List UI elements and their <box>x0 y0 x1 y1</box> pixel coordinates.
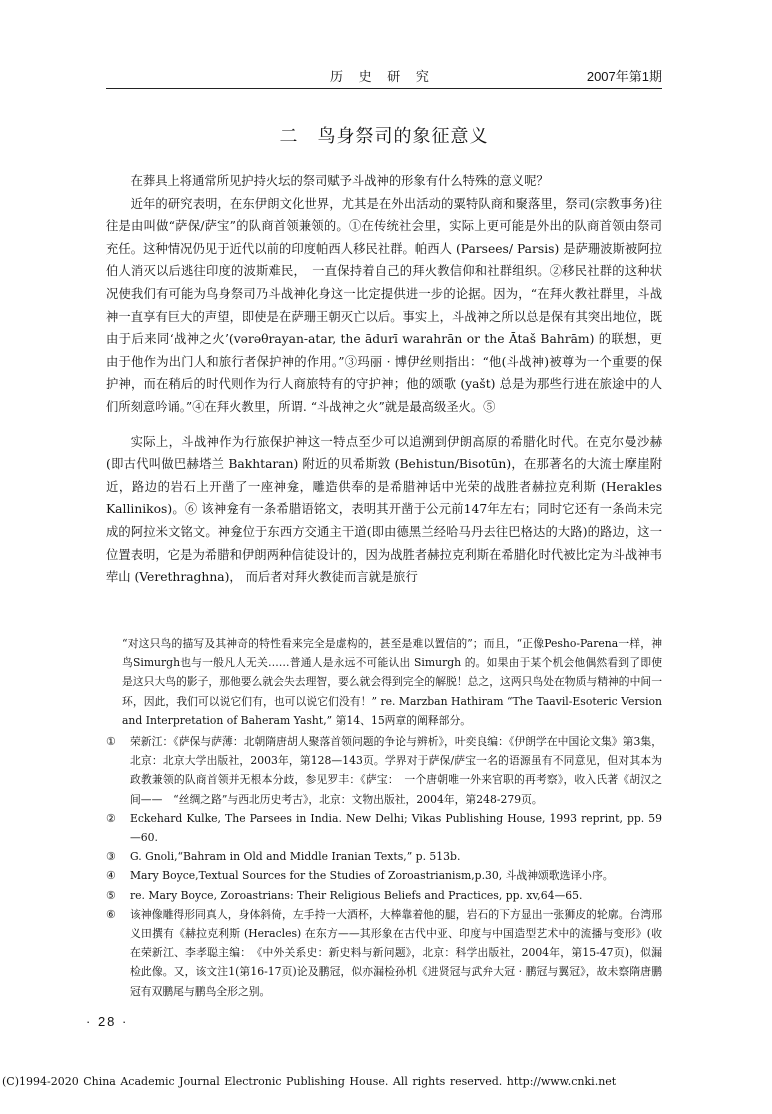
footnote-number: ① <box>106 735 116 749</box>
footnote-text: 该神像雕得形同真人，身体斜倚，左手持一大酒杯，大棒靠着他的腿，岩石的下方显出一张狮皮的轮廓。台湾邢义田撰有《赫拉克利斯 (Heracles) 在东方——其形象在古代中亚、印度与中国造型艺术中的流播与变形》(收在荣新江、李孝聪主编： 《中外关系史：新史料与新问题》，北京：科学出版社，2004年，第15-47页)，似漏检此像。又，该文注1(第16-17页)论及鹏冠，似亦漏检孙机《进贤冠与武弁大冠 · 鹏冠与翼冠》，故未察隋唐鹏冠有双鹏尾与鹏鸟全形之别。 <box>130 907 662 998</box>
running-header <box>106 64 662 86</box>
footnote-number: ② <box>106 811 116 825</box>
page-number: · 28 · <box>86 1014 129 1029</box>
footnote <box>106 886 662 905</box>
footnote-continuation <box>122 634 662 730</box>
section-title: 二 鸟身祭司的象征意义 <box>279 126 489 146</box>
footnote-text: Mary Boyce,Textual Sources for the Studies of Zoroastrianism,p.30, 斗战神颂歌选译小序。 <box>130 869 614 883</box>
footnote <box>106 847 662 866</box>
footnote-quote-text: “对这只鸟的描写及其神奇的特性看来完全是虚构的，甚至是难以置信的”；而且，“正像Pesho-Parena一样，神鸟Simurgh也与一般凡人无关……普通人是永远不可能认出 Simurgh 的。如果由于某个机会他偶然看到了即使是这只大鸟的影子，那他要么就会失去理智，要么就会得到完全的解脱！总之，这两只鸟处在物质与精神的中间一环，因此，我们可以说它们有，也可以说它们没有！” re. Marzban Hathiram “The Taavil-Esoteric Version and Interpretation of Baheram Yasht,” 第14、15两章的阐释部分。 <box>122 637 662 727</box>
footnote <box>106 809 662 847</box>
footnote-number: ③ <box>106 850 116 864</box>
header-divider <box>106 88 662 89</box>
footnote-text: re. Mary Boyce, Zoroastrians: Their Religious Beliefs and Practices, pp. xv,64—65. <box>130 888 583 902</box>
paragraph: 在葬具上将通常所见护持火坛的祭司赋予斗战神的形象有什么特殊的意义呢？ <box>130 174 549 188</box>
footnote <box>106 866 662 885</box>
footnote <box>106 732 662 809</box>
footnote-text: G. Gnoli,“Bahram in Old and Middle Iranian Texts,” p. 513b. <box>130 850 461 864</box>
copyright-line: (C)1994-2020 China Academic Journal Electronic Publishing House. All rights reserved. http://www.cnki.net <box>2 1075 617 1088</box>
footnote-text: Eckehard Kulke, The Parsees in India. New Delhi; Vikas Publishing House, 1993 reprint, pp. 59—60. <box>130 811 662 845</box>
journal-name: 历 史 研 究 <box>330 69 435 84</box>
paragraph: 近年的研究表明，在东伊朗文化世界，尤其是在外出活动的粟特队商和聚落里，祭司(宗教事务)往往是由叫做“萨保/萨宝”的队商首领兼领的。①在传统社会里，实际上更可能是外出的队商首领由祭司充任。这种情况仍见于近代以前的印度帕西人移民社群。帕西人 (Parsees/ Parsis) 是萨珊波斯被阿拉伯人消灭以后逃往印度的波斯难民， 一直保持着自己的拜火教信仰和社群组织。②移民社群的这种状况使我们有可能为鸟身祭司乃斗战神化身这一比定提供进一步的论据。因为，“在拜火教社群里，斗战神一直享有巨大的声望，即使是在萨珊王朝灭亡以后。事实上，斗战神之所以总是保有其突出地位，既由于后来同‘战神之火’(vərəθrayan-atar, the ādurī warahrān or the Ātaš Bahrām) 的联想，更由于他作为出门人和旅行者保护神的作用。”③玛丽 · 博伊丝则指出：“他(斗战神)被尊为一个重要的保护神，而在稍后的时代则作为行人商旅特有的守护神；他的颂歌 (yašt) 总是为那些行进在旅途中的人们所刻意吟诵。”④在拜火教里，所谓. “斗战神之火”就是最高级圣火。⑤ <box>106 196 662 414</box>
body-text <box>106 170 662 589</box>
footnote-number: ⑤ <box>106 888 116 902</box>
footnote-text: 荣新江：《萨保与萨薄：北朝隋唐胡人聚落首领问题的争论与辨析》，叶奕良编：《伊朗学在中国论文集》第3集，北京：北京大学出版社，2003年，第128—143页。学界对于萨保/萨宝一名的语源虽有不同意见，但对其本为政教兼领的队商首领并无根本分歧，参见罗丰：《萨宝： 一个唐朝唯一外来官职的再考察》，收入氏著《胡汉之间—— “丝绸之路”与西北历史考古》，北京：文物出版社，2004年，第248-279页。 <box>130 735 662 806</box>
footnote-number: ⑥ <box>106 907 116 921</box>
issue-label: 2007年第1期 <box>586 69 662 84</box>
paragraph: 实际上，斗战神作为行旅保护神这一特点至少可以追溯到伊朗高原的希腊化时代。在克尔曼沙赫 (即古代叫做巴赫塔兰 Bakhtaran) 附近的贝希斯敦 (Behistun/Bisotūn)，在那著名的大流士摩崖附近，路边的岩石上开凿了一座神龛，雕造供奉的是希腊神话中光荣的战胜者赫拉克利斯 (Herakles Kallinikos)。⑥ 该神龛有一条希腊语铭文，表明其开凿于公元前147年左右；同时它还有一条尚未完成的阿拉米文铭文。神龛位于东西方交通主干道(即由德黑兰经哈马丹去往巴格达的大路)的路边，这一位置表明，它是为希腊和伊朗两种信徒设计的，因为战胜者赫拉克利斯在希腊化时代被比定为斗战神韦荦山 (Verethraghna)， 而后者对拜火教徒而言就是旅行 <box>106 434 662 585</box>
footnote <box>106 905 662 1001</box>
footnote-number: ④ <box>106 869 116 883</box>
footnotes <box>106 634 662 1001</box>
